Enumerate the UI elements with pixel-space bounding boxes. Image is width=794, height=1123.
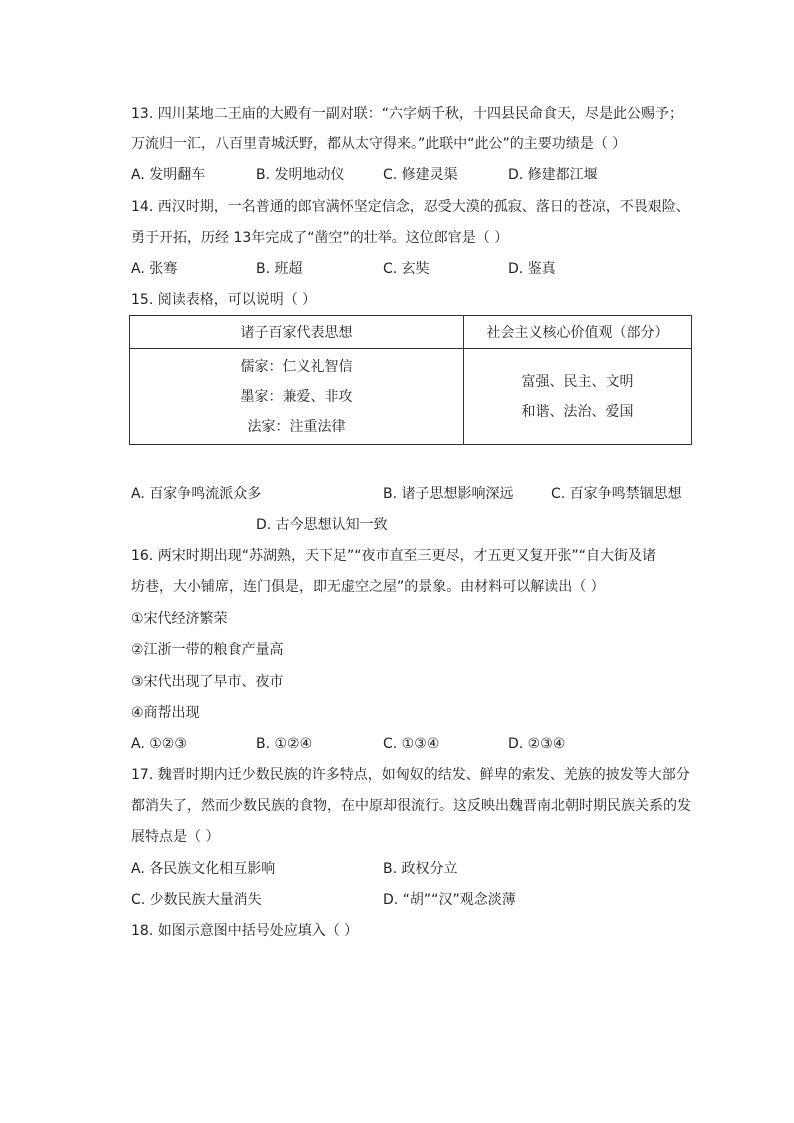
q14-option-a[interactable]: A. 张骞 bbox=[131, 261, 178, 277]
table-right-line: 和谐、法治、爱国 bbox=[521, 403, 634, 420]
q17-stem-line3: 展特点是（ ） bbox=[131, 829, 220, 845]
q14-option-d[interactable]: D. 鉴真 bbox=[508, 261, 556, 277]
table-right-line: 富强、民主、文明 bbox=[521, 373, 634, 390]
table-left-line: 法家：注重法律 bbox=[247, 418, 346, 435]
table-header-right: 社会主义核心价值观（部分） bbox=[464, 316, 692, 349]
q16-option-a[interactable]: A. ①②③ bbox=[131, 736, 187, 752]
q16-item-4: ④商帮出现 bbox=[131, 705, 200, 721]
q16-item-1: ①宋代经济繁荣 bbox=[131, 611, 228, 627]
q14-stem-line1: 14. 西汉时期，一名普通的郎官满怀坚定信念，忍受大漠的孤寂、落日的苍凉，不畏艰险、 bbox=[131, 199, 690, 215]
q16-stem-line1: 16. 两宋时期出现“苏湖熟，天下足”“夜市直至三更尽，才五更又复开张”“自大街及诸 bbox=[131, 548, 656, 564]
q14-option-c[interactable]: C. 玄奘 bbox=[383, 261, 430, 277]
q17-option-a[interactable]: A. 各民族文化相互影响 bbox=[131, 861, 276, 877]
q13-stem-line2: 万流归一汇，八百里青城沃野，都从太守得来。”此联中“此公”的主要功绩是（ ） bbox=[131, 136, 627, 152]
q14-option-b[interactable]: B. 班超 bbox=[256, 261, 303, 277]
table-left-line: 儒家：仁义礼智信 bbox=[240, 358, 353, 375]
q13-option-c[interactable]: C. 修建灵渠 bbox=[383, 167, 458, 183]
q15-option-d[interactable]: D. 古今思想认知一致 bbox=[256, 517, 388, 533]
table-header-left: 诸子百家代表思想 bbox=[130, 316, 464, 349]
q16-option-b[interactable]: B. ①②④ bbox=[256, 736, 313, 752]
q18-stem: 18. 如图示意图中括号处应填入（ ） bbox=[131, 923, 359, 939]
q17-stem-line2: 都消失了，然而少数民族的食物，在中原却很流行。这反映出魏晋南北朝时期民族关系的发 bbox=[131, 798, 691, 814]
q17-option-b[interactable]: B. 政权分立 bbox=[383, 861, 458, 877]
q13-option-d[interactable]: D. 修建都江堰 bbox=[508, 167, 598, 183]
q15-table bbox=[129, 315, 692, 445]
q17-option-c[interactable]: C. 少数民族大量消失 bbox=[131, 892, 262, 908]
q15-option-a[interactable]: A. 百家争鸣流派众多 bbox=[131, 486, 262, 502]
q16-option-c[interactable]: C. ①③④ bbox=[383, 736, 440, 752]
table-left-line: 墨家：兼爱、非攻 bbox=[240, 388, 353, 405]
q14-stem-line2: 勇于开拓，历经 13年完成了“凿空”的壮举。这位郎官是（ ） bbox=[131, 230, 509, 246]
q16-item-3: ③宋代出现了早市、夜市 bbox=[131, 674, 284, 690]
q16-item-2: ②江浙一带的粮食产量高 bbox=[131, 642, 284, 658]
q15-option-b[interactable]: B. 诸子思想影响深远 bbox=[383, 486, 514, 502]
table-cell-left bbox=[130, 349, 464, 445]
q16-stem-line2: 坊巷，大小铺席，连门俱是，即无虚空之屋”的景象。由材料可以解读出（ ） bbox=[131, 579, 605, 595]
q13-stem-line1: 13. 四川某地二王庙的大殿有一副对联：“六字炳千秋，十四县民命食天，尽是此公赐予； bbox=[131, 106, 683, 122]
table-cell-right bbox=[464, 349, 692, 445]
q16-option-d[interactable]: D. ②③④ bbox=[508, 736, 566, 752]
q13-option-b[interactable]: B. 发明地动仪 bbox=[256, 167, 345, 183]
q15-option-c[interactable]: C. 百家争鸣禁锢思想 bbox=[551, 486, 682, 502]
q13-option-a[interactable]: A. 发明翻车 bbox=[131, 167, 206, 183]
q17-stem-line1: 17. 魏晋时期内迁少数民族的许多特点，如匈奴的结发、鲜卑的索发、羌族的披发等大部分 bbox=[131, 767, 690, 783]
q15-stem: 15. 阅读表格，可以说明（ ） bbox=[131, 292, 317, 308]
q17-option-d[interactable]: D. “胡”“汉”观念淡薄 bbox=[383, 892, 516, 908]
